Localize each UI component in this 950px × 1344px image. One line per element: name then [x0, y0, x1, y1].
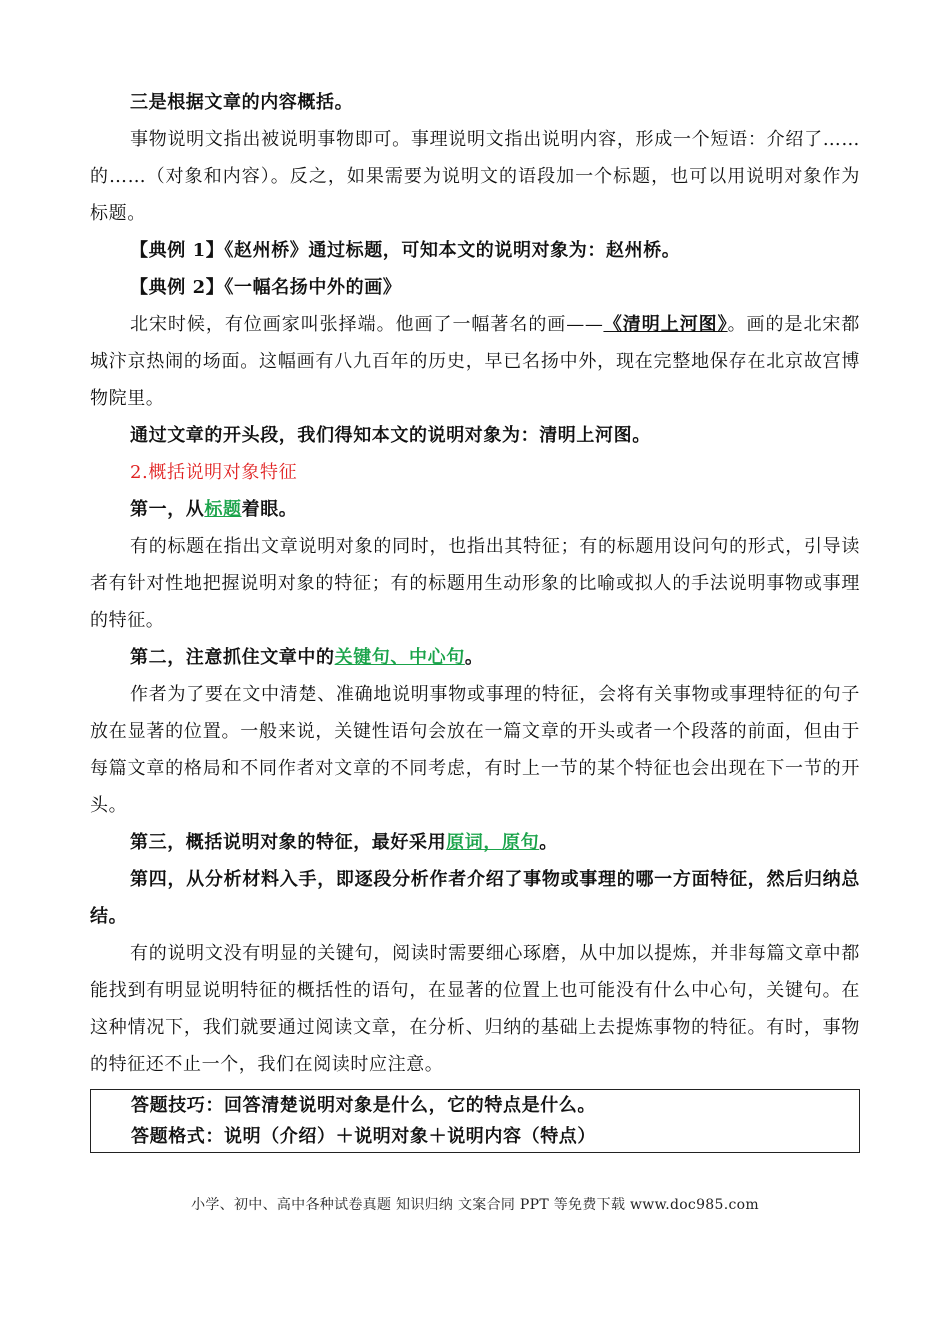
step-two-end: 。 [464, 647, 484, 668]
example-2-passage [90, 306, 860, 417]
step-four: 第四，从分析材料入手，即逐段分析作者介绍了事物或事理的哪一方面特征，然后归纳总结。 [90, 869, 860, 927]
example-2-title: 【典例 2】《一幅名扬中外的画》 [130, 277, 402, 298]
paragraph-object-summary: 事物说明文指出被说明事物即可。事理说明文指出说明内容，形成一个短语：介绍了……的……（对象和内容）。反之，如果需要为说明文的语段加一个标题，也可以用说明对象作为标题。 [90, 129, 860, 224]
passage-text-a: 北宋时候，有位画家叫张择端。他画了一幅著名的画—— [130, 314, 604, 335]
keyword-key-sentence: 关键句、中心句 [334, 647, 465, 668]
step-three [90, 824, 860, 861]
document-body [90, 84, 860, 1153]
section-heading-features: 2.概括说明对象特征 [130, 462, 298, 483]
passage-text-c: 。画的是北宋都城汴京热闹的场面。这幅画有八九百年的历史，早已名扬中外，现在完整地保存在北京故宫博物院里。 [90, 314, 860, 409]
painting-title: 《清明上河图》 [603, 314, 728, 335]
paragraph-key-sentence: 作者为了要在文中清楚、准确地说明事物或事理的特征，会将有关事物或事理特征的句子放在显著的位置。一般来说，关键性语句会放在一篇文章的开头或者一个段落的前面，但由于每篇文章的格局和不同作者对文章的不同考虑，有时上一节的某个特征也会出现在下一节的开头。 [90, 684, 860, 816]
paragraph-title-features: 有的标题在指出文章说明对象的同时，也指出其特征；有的标题用设问句的形式，引导读者有针对性地把握说明对象的特征；有的标题用生动形象的比喻或拟人的手法说明事物或事理的特征。 [90, 536, 860, 631]
step-one-text: 第一，从 [130, 499, 205, 520]
example-2-conclusion: 通过文章的开头段，我们得知本文的说明对象为：清明上河图。 [130, 425, 651, 446]
step-three-end: 。 [539, 832, 558, 853]
example-1: 【典例 1】《赵州桥》通过标题，可知本文的说明对象为：赵州桥。 [130, 240, 681, 261]
step-two-text: 第二，注意抓住文章中的 [130, 647, 335, 668]
page-footer: 小学、初中、高中各种试卷真题 知识归纳 文案合同 PPT 等免费下载 www.doc985.com [191, 1197, 759, 1213]
step-three-text: 第三，概括说明对象的特征，最好采用 [130, 832, 447, 853]
answer-tips-box [90, 1089, 860, 1153]
keyword-title: 标题 [204, 499, 242, 520]
keyword-original-words: 原词，原句 [446, 832, 540, 853]
step-one [90, 491, 860, 528]
method-three-heading: 三是根据文章的内容概括。 [130, 92, 354, 113]
step-one-end: 着眼。 [241, 499, 298, 520]
paragraph-no-key-sentence: 有的说明文没有明显的关键句，阅读时需要细心琢磨，从中加以提炼，并非每篇文章中都能找到有明显说明特征的概括性的语句，在显著的位置上也可能没有什么中心句，关键句。在这种情况下，我们就要通过阅读文章，在分析、归纳的基础上去提炼事物的特征。有时，事物的特征还不止一个，我们在阅读时应注意。 [90, 943, 860, 1075]
answer-technique: 答题技巧：回答清楚说明对象是什么，它的特点是什么。 [131, 1095, 596, 1116]
step-two [90, 639, 860, 676]
answer-format: 答题格式：说明（介绍）＋说明对象＋说明内容（特点） [131, 1126, 596, 1147]
